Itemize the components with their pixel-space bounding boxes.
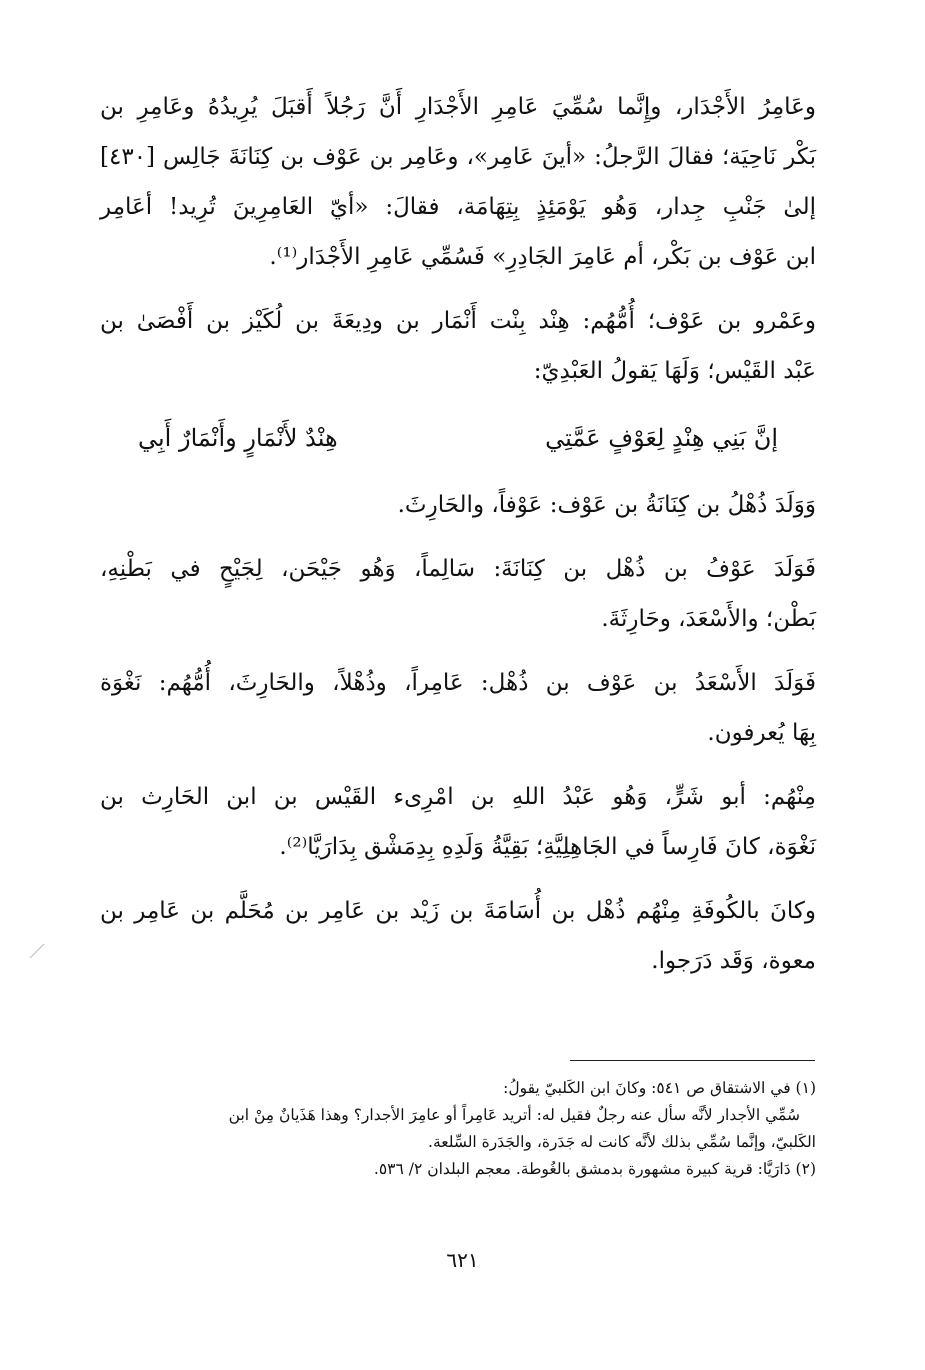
footnote-2: (٢) دَارَيَّا: قرية كبيرة مشهورة بدمشق بالغُوطة. معجم البلدان ٢/ ٥٣٦.	[373, 1160, 816, 1178]
paragraph-line: مِنْهُم: أبو شَرٍّ، وَهُو عَبْدُ اللهِ بن امْرِىء القَيْس بن ابن الحَارِث بن	[100, 784, 816, 810]
footnote-divider	[570, 1060, 815, 1061]
paragraph-line: فَوَلَدَ الأَسْعَدُ بن عَوْف بن ذُهْل: عَامِراً، وذُهْلاً، والحَارِثَ، أُمُّهُم: نَغْوَة	[100, 670, 816, 696]
paragraph-line: بَطْن؛ والأَسْعَدَ، وحَارِثَةَ.	[601, 606, 816, 632]
page-body	[100, 82, 816, 1000]
paragraph-line: نَغْوَة، كانَ فَارِساً في الجَاهِلِيَّةِ؛ بَقِيَّةُ وَلَدِهِ بِدِمَشْق بِدَارَيَّا⁽²⁾.	[279, 834, 816, 860]
paragraph-2	[100, 296, 816, 396]
margin-pencil-mark	[28, 940, 48, 960]
footnote-1-heading: (١) في الاشتقاق ص ٥٤١: وكانَ ابن الكَلبيّ يقولُ:	[503, 1079, 816, 1097]
paragraph-5	[100, 658, 816, 758]
paragraph-line: إلىٰ جَنْبِ جِدار، وَهُو يَوْمَئِذٍ بِتِهَامَة، فقالَ: «أيّ العَامِرِينَ تُرِيد! أعَامِر	[100, 194, 816, 220]
paragraph-3	[100, 480, 816, 530]
paragraph-line: وكانَ بالكُوفَةِ مِنْهُم ذُهْل بن أُسَامَةَ بن زَيْد بن عَامِر بن مُحَلَّم بن عَامِر بن	[100, 898, 816, 924]
paragraph-line: معوة، وَقَد دَرَجوا.	[651, 948, 816, 974]
verse-second-hemistich: هِنْدٌ لأَنْمَارٍ وأَنْمَارٌ أَبِي	[138, 424, 338, 452]
paragraph-line: وعَامِرُ الأَجْدَار، وإِنَّما سُمِّيَ عَامِرِ الأَجْدَارِ أَنَّ رَجُلاً أَقبَلَ يُرِيدُهُ وعَامِرِ بن	[100, 94, 816, 120]
poem-verse	[138, 410, 778, 466]
verse-first-hemistich: إنَّ بَنِي هِنْدٍ لِعَوْفٍ عَمَّتِي	[545, 424, 778, 452]
paragraph-line: وعَمْرو بن عَوْف؛ أُمُّهُم: هِنْد بِنْت أَنْمَار بن ودِيعَةَ بن لُكَيْز بن أَفْصَىٰ بن	[100, 308, 816, 334]
paragraph-line: فَوَلَدَ عَوْفُ بن ذُهْل بن كِنَانَةَ: سَالِماً، وَهُو جَيْحَن، لِجَيْحٍ في بَطْنِهِ،	[100, 556, 816, 582]
paragraph-line: بَكْر نَاحِيَة؛ فقالَ الرَّجلُ: «أينَ عَامِر»، وعَامِر بن عَوْف بن كِنَانَةَ جَالِس [٤٣٠]	[100, 144, 816, 170]
paragraph-line: ابن عَوْف بن بَكْر، أم عَامِرَ الجَادِرِ» فَسُمِّي عَامِرِ الأَجْدَار⁽¹⁾.	[269, 244, 816, 270]
paragraph-1	[100, 82, 816, 282]
footnote-1-text: سُمِّي الأجدار لأنَّه سأل عنه رجلٌ فقيل له: أتريد عَامِراً أو عامِرَ الأجدار؟ وهذا هَذَيانٌ مِنْ ابن	[228, 1106, 800, 1124]
paragraph-6	[100, 772, 816, 872]
page-number: ٦٢١	[446, 1248, 479, 1272]
paragraph-line: عَبْد القَيْس؛ وَلَهَا يَقولُ العَبْدِيّ:	[533, 358, 816, 384]
paragraph-line: بِهَا يُعرفون.	[707, 720, 816, 746]
footnotes	[100, 1075, 816, 1183]
paragraph-line: وَوَلَدَ ذُهْلُ بن كِنَانَةُ بن عَوْف: عَوْفاً، والحَارِثَ.	[397, 492, 816, 518]
paragraph-7	[100, 886, 816, 986]
footnote-1-text: الكَلبيّ، وإنَّما سُمِّي بذلك لأنَّه كانت له جَدَرة، والجَدَرة السِّلعة.	[428, 1133, 816, 1151]
paragraph-4	[100, 544, 816, 644]
